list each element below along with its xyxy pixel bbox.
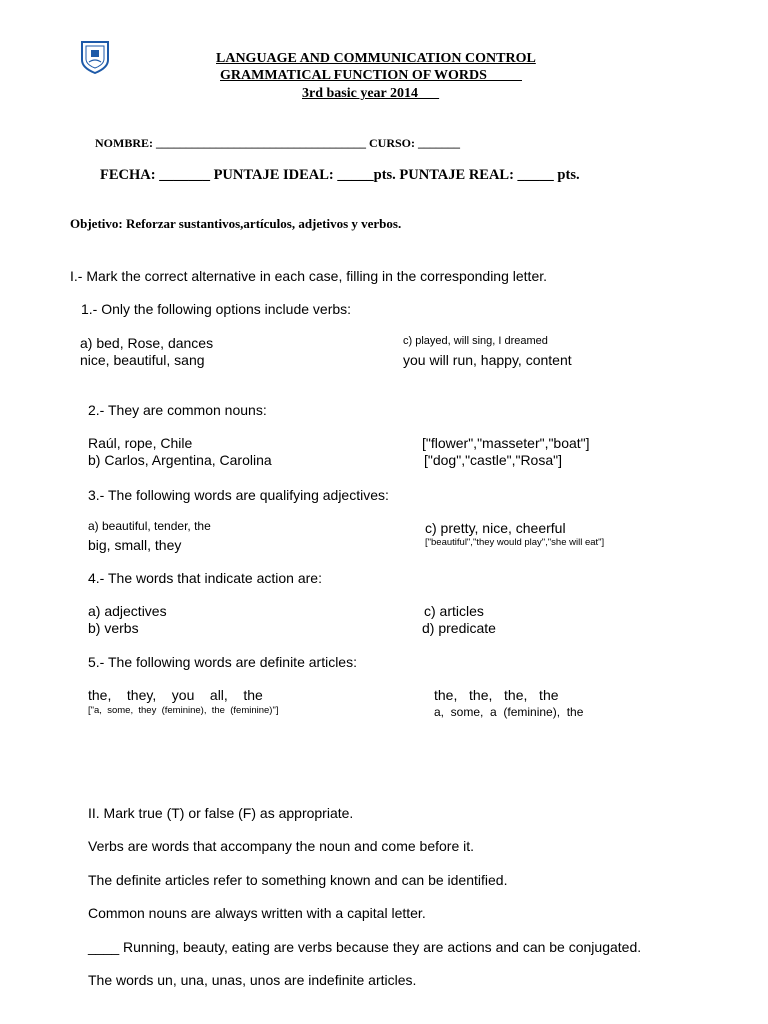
worksheet-subtitle: GRAMMATICAL FUNCTION OF WORDS_____ (220, 68, 522, 83)
q5-option-d: a, some, a (feminine), the (434, 705, 584, 719)
tf-item: Verbs are words that accompany the noun and come before it. (88, 838, 475, 854)
q5-question: 5.- The following words are definite articles: (88, 654, 357, 670)
fecha-puntaje-line: FECHA: _______ PUNTAJE IDEAL: _____pts. PUNTAJE REAL: _____ pts. (100, 167, 580, 183)
tf-item: ____ Running, beauty, eating are verbs because they are actions and can be conjugated. (88, 939, 642, 955)
q1-question: 1.- Only the following options include verbs: (81, 301, 352, 317)
q5-option-a: the, they, you all, the (88, 687, 263, 703)
q2-option-d: ["dog","castle","Rosa"] (424, 452, 562, 468)
q1-option-c: c) played, will sing, I dreamed (403, 335, 548, 347)
q3-option-d: ["beautiful","they would play","she will eat"] (425, 537, 605, 548)
q5-option-c: the, the, the, the (434, 687, 559, 703)
q1-option-a: a) bed, Rose, dances (80, 335, 214, 351)
school-crest-logo (80, 40, 110, 74)
q2-option-a: Raúl, rope, Chile (88, 435, 193, 451)
q2-option-b: b) Carlos, Argentina, Carolina (88, 452, 272, 468)
section2-instruction: II. Mark true (T) or false (F) as appropriate. (88, 805, 354, 821)
nombre-curso-line: NOMBRE: ___________________________________ CURSO: _______ (95, 136, 460, 150)
section1-instruction: I.- Mark the correct alternative in each case, filling in the corresponding letter. (70, 268, 548, 284)
worksheet-title: LANGUAGE AND COMMUNICATION CONTROL (216, 51, 536, 66)
q4-option-a: a) adjectives (88, 603, 167, 619)
q4-option-d: d) predicate (422, 620, 496, 636)
q2-option-c: ["flower","masseter","boat"] (422, 435, 590, 451)
tf-item: Common nouns are always written with a capital letter. (88, 905, 426, 921)
q3-option-c: c) pretty, nice, cheerful (425, 520, 566, 536)
q4-option-c: c) articles (424, 603, 484, 619)
q1-option-b: nice, beautiful, sang (80, 352, 205, 368)
tf-item: The definite articles refer to something known and can be identified. (88, 872, 508, 888)
worksheet-year: 3rd basic year 2014___ (302, 86, 440, 101)
q3-option-b: big, small, they (88, 537, 182, 553)
objective: Objetivo: Reforzar sustantivos,artículos, adjetivos y verbos. (70, 216, 402, 231)
q2-question: 2.- They are common nouns: (88, 402, 267, 418)
q3-question: 3.- The following words are qualifying adjectives: (88, 487, 389, 503)
tf-item: The words un, una, unas, unos are indefinite articles. (88, 972, 417, 988)
q4-question: 4.- The words that indicate action are: (88, 570, 322, 586)
q4-option-b: b) verbs (88, 620, 139, 636)
q5-option-b: ["a, some, they (feminine), the (feminine)"] (88, 705, 279, 716)
q1-option-d: you will run, happy, content (403, 352, 572, 368)
q3-option-a: a) beautiful, tender, the (88, 519, 211, 533)
